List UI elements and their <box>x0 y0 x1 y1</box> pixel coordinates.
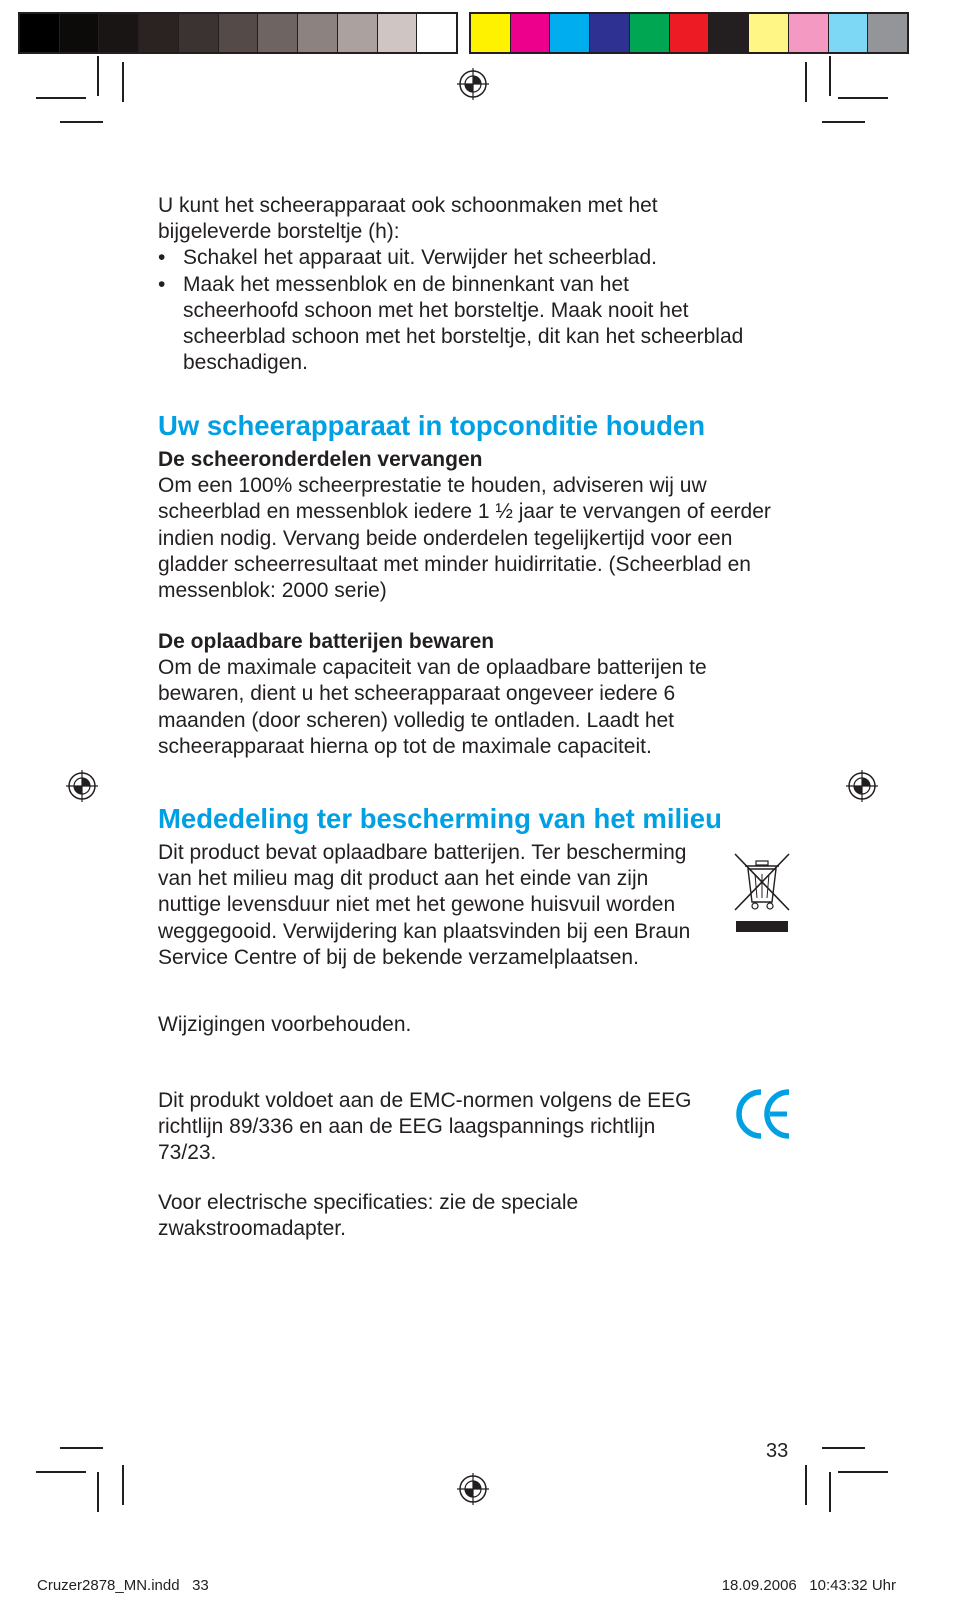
crop-mark <box>36 97 86 99</box>
ce-mark-icon <box>732 1088 794 1140</box>
color-swatch <box>511 14 551 52</box>
crop-mark <box>805 62 807 102</box>
crop-mark <box>122 62 124 102</box>
registration-mark-icon <box>457 1473 489 1505</box>
paragraph-emc: Dit produkt voldoet aan de EMC-normen volgens de EEG richtlijn 89/336 en aan de EEG laagspannings richtlijn 73/23. <box>158 1089 692 1165</box>
section1-sub2 <box>158 629 758 760</box>
color-swatch <box>789 14 829 52</box>
color-swatch <box>60 14 100 52</box>
bullet-marker: • <box>158 272 166 296</box>
intro-block <box>158 193 748 376</box>
bullet-item <box>158 245 748 271</box>
registration-mark-icon <box>846 770 878 802</box>
crop-mark <box>829 56 831 96</box>
color-swatch <box>20 14 60 52</box>
crop-mark <box>805 1465 807 1505</box>
subheading-batterijen: De oplaadbare batterijen bewaren <box>158 630 495 653</box>
crop-mark <box>97 56 99 96</box>
bullet-text: Maak het messenblok en de binnenkant van het scheerhoofd schoon met het borsteltje. Maak nooit het scheerblad schoon met het borsteltje, dit kan het scheerblad beschadigen. <box>183 272 744 375</box>
color-swatch <box>139 14 179 52</box>
color-swatch <box>630 14 670 52</box>
crop-mark <box>60 121 103 123</box>
color-swatch <box>550 14 590 52</box>
crop-mark <box>822 121 865 123</box>
paragraph-milieu: Dit product bevat oplaadbare batterijen. Ter bescherming van het milieu mag dit product aan het einde van zijn nuttige levensduur niet met het gewone huisvuil worden weggegooid. Verwijdering kan plaatsvinden bij een Braun Service Centre of bij de bekende verzamelplaatsen. <box>158 841 691 969</box>
color-swatch <box>378 14 418 52</box>
bullet-text: Schakel het apparaat uit. Verwijder het scheerblad. <box>183 246 657 270</box>
crop-mark <box>36 1471 86 1473</box>
crop-mark <box>838 1471 888 1473</box>
footer-timestamp: 18.09.2006 10:43:32 Uhr <box>721 1577 896 1594</box>
crop-mark <box>822 1447 865 1449</box>
bullet-item <box>158 272 748 377</box>
footer-file-info: Cruzer2878_MN.indd 33 <box>37 1577 209 1594</box>
color-swatch <box>179 14 219 52</box>
color-swatch <box>338 14 378 52</box>
section1-sub1 <box>158 447 783 604</box>
page-number: 33 <box>766 1440 789 1462</box>
intro-line: U kunt het scheerapparaat ook schoonmaken met het bijgeleverde borsteltje (h): <box>158 194 658 244</box>
color-swatch <box>471 14 511 52</box>
bullet-marker: • <box>158 246 166 270</box>
crop-mark <box>829 1472 831 1512</box>
subheading-onderdelen: De scheeronderdelen vervangen <box>158 448 483 471</box>
color-calibration-bar <box>469 12 909 54</box>
color-swatch <box>590 14 630 52</box>
color-swatch <box>709 14 749 52</box>
crop-mark <box>122 1465 124 1505</box>
color-swatch <box>219 14 259 52</box>
color-swatch <box>829 14 869 52</box>
paragraph-onderdelen: Om een 100% scheerprestatie te houden, adviseren wij uw scheerblad en messenblok iedere 1 ½ jaar te vervangen of eerder indien nodig. Vervang beide onderdelen tegelijkertijd voor een gladder scheerresultaat met minder huidirritatie. (Scheerblad en messenblok: 2000 serie) <box>158 474 771 603</box>
color-swatch <box>99 14 139 52</box>
color-swatch <box>670 14 710 52</box>
color-swatch <box>258 14 298 52</box>
weee-crossed-bin-icon <box>733 852 791 936</box>
crop-mark <box>838 97 888 99</box>
color-swatch <box>417 14 456 52</box>
color-swatch <box>749 14 789 52</box>
paragraph-batterijen: Om de maximale capaciteit van de oplaadbare batterijen te bewaren, dient u het scheerapparaat ongeveer iedere 6 maanden (door scheren) volledig te ontladen. Laadt het scheerapparaat hierna op tot de maximale capaciteit. <box>158 656 707 758</box>
crop-mark <box>97 1472 99 1512</box>
crop-mark <box>60 1447 103 1449</box>
section-heading-milieu: Mededeling ter bescherming van het milieu <box>158 803 722 834</box>
paragraph-wijzigingen: Wijzigingen voorbehouden. <box>158 1013 412 1036</box>
grayscale-calibration-bar <box>18 12 458 54</box>
registration-mark-icon <box>457 68 489 100</box>
color-swatch <box>298 14 338 52</box>
color-swatch <box>868 14 907 52</box>
registration-mark-icon <box>66 770 98 802</box>
paragraph-specificaties: Voor electrische specificaties: zie de speciale zwakstroomadapter. <box>158 1191 579 1241</box>
section-heading-topconditie: Uw scheerapparaat in topconditie houden <box>158 410 706 441</box>
